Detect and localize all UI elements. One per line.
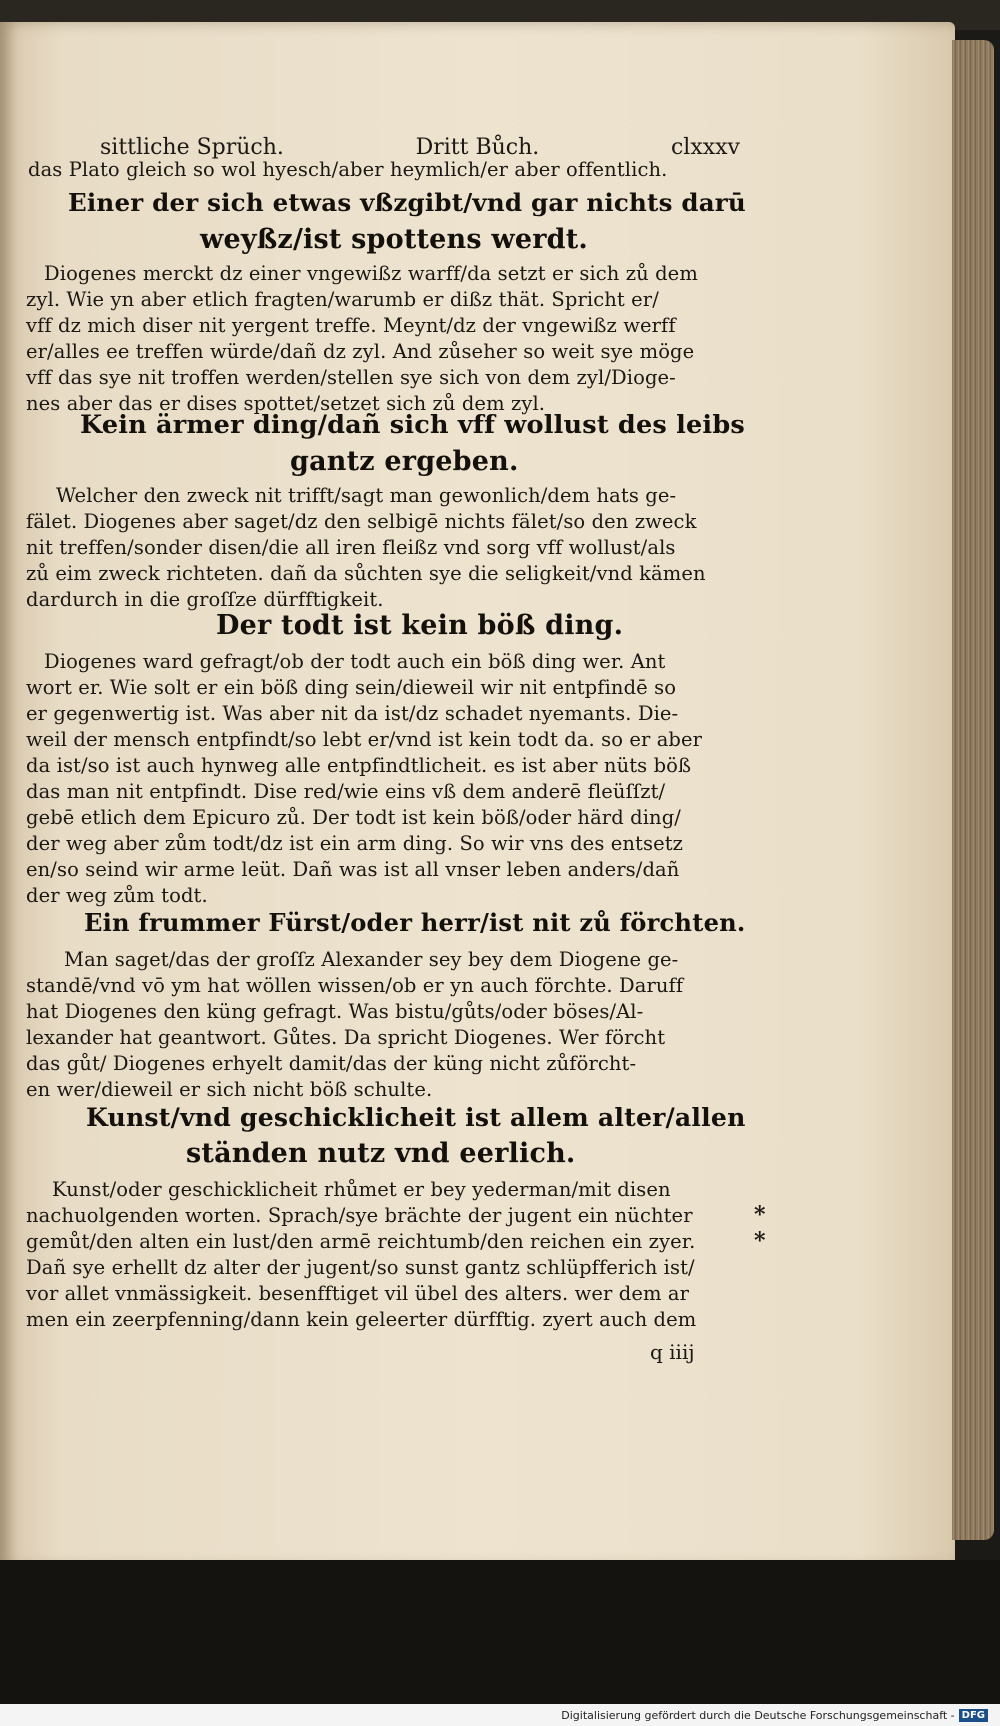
- text-line: das gůt/ Diogenes erhyelt damit/das der küng nicht zůförcht-: [26, 1052, 637, 1075]
- running-head-right: clxxxv: [670, 135, 740, 160]
- text-line: weil der mensch entpfindt/so lebt er/vnd ist kein todt da. so er aber: [26, 728, 703, 751]
- text-line: er gegenwertig ist. Was aber nit da ist/dz schadet nyemants. Die-: [26, 702, 679, 725]
- text-line: lexander hat geantwort. Gůtes. Da spricht Diogenes. Wer förcht: [26, 1026, 666, 1049]
- text-line: nachuolgenden worten. Sprach/sye brächte der jugent ein nüchter: [26, 1204, 693, 1227]
- page-edges: [952, 40, 994, 1540]
- text-line: vff das sye nit troffen werden/stellen sye sich von dem zyl/Dioge-: [26, 366, 676, 389]
- text-line: Welcher den zweck nit trifft/sagt man gewonlich/dem hats ge-: [56, 484, 677, 507]
- footer-text: Digitalisierung gefördert durch die Deutsche Forschungsgemeinschaft -: [561, 1708, 955, 1722]
- margin-asterisk: *: [754, 1228, 766, 1254]
- text-line: Dañ sye erhellt dz alter der jugent/so sunst gantz schlüpfferich ist/: [26, 1256, 695, 1279]
- section-heading: Einer der sich etwas vßzgibt/vnd gar nichts darū: [68, 188, 746, 217]
- text-line: Diogenes ward gefragt/ob der todt auch ein böß ding wer. Ant: [44, 650, 666, 673]
- text-line: der weg aber zům todt/dz ist ein arm ding. So wir vns des entsetz: [26, 832, 684, 855]
- margin-asterisk: *: [754, 1202, 766, 1228]
- text-line: das man nit entpfindt. Dise red/wie eins vß dem anderē fleüſſzt/: [26, 780, 666, 803]
- footer-bar: [0, 1704, 1000, 1726]
- section-heading: weyßz/ist spottens werdt.: [200, 224, 588, 255]
- text-line: der weg zům todt.: [26, 884, 208, 907]
- section-heading: gantz ergeben.: [290, 446, 519, 477]
- running-head-left: sittliche Sprüch.: [100, 135, 284, 160]
- section-heading: Ein frummer Fürst/oder herr/ist nit zů förchten.: [84, 908, 746, 937]
- text-line: men ein zeerpfenning/dann kein geleerter dürfftig. zyert auch dem: [26, 1308, 697, 1331]
- section-heading: ständen nutz vnd eerlich.: [186, 1138, 576, 1169]
- text-line: gemůt/den alten ein lust/den armē reichtumb/den reichen ein zyer.: [26, 1230, 696, 1253]
- text-line: standē/vnd vō ym hat wöllen wissen/ob er yn auch förchte. Daruff: [26, 974, 684, 997]
- text-line: fälet. Diogenes aber saget/dz den selbigē nichts fälet/so den zweck: [26, 510, 697, 533]
- text-line: nit treffen/sonder disen/die all iren fleißz vnd sorg vff wollust/als: [26, 536, 676, 559]
- text-line: gebē etlich dem Epicuro zů. Der todt ist kein böß/oder härd ding/: [26, 806, 681, 829]
- text-line: nes aber das er dises spottet/setzet sich zů dem zyl.: [26, 392, 546, 415]
- text-line: er/alles ee treffen würde/dañ dz zyl. And zůseher so weit sye möge: [26, 340, 695, 363]
- text-line: dardurch in die groſſze dürfftigkeit.: [26, 588, 384, 611]
- running-head-center: Dritt Bůch.: [415, 135, 540, 160]
- text-line: vor allet vnmässigkeit. besenfftiget vil übel des alters. wer dem ar: [26, 1282, 690, 1305]
- text-line: zyl. Wie yn aber etlich fragten/warumb er dißz thät. Spricht er/: [26, 288, 659, 311]
- section-heading: Der todt ist kein böß ding.: [216, 610, 624, 641]
- text-line: das Plato gleich so wol hyesch/aber heymlich/er aber offentlich.: [28, 158, 668, 181]
- running-head: [100, 135, 740, 160]
- text-line: wort er. Wie solt er ein böß ding sein/dieweil wir nit entpfindē so: [26, 676, 677, 699]
- text-line: da ist/so ist auch hynweg alle entpfindtlicheit. es ist aber nüts böß: [26, 754, 692, 777]
- background-bottom: [0, 1560, 1000, 1710]
- section-heading: Kein ärmer ding/dañ sich vff wollust des leibs: [80, 410, 745, 440]
- signature-mark: q iiij: [650, 1340, 695, 1364]
- text-line: Kunst/oder geschicklicheit rhůmet er bey yederman/mit disen: [52, 1178, 671, 1201]
- text-line: en/so seind wir arme leüt. Dañ was ist all vnser leben anders/dañ: [26, 858, 680, 881]
- dfg-logo: DFG: [959, 1709, 988, 1722]
- text-line: zů eim zweck richteten. dañ da sůchten sye die seligkeit/vnd kämen: [26, 562, 706, 585]
- text-line: Man saget/das der groſſz Alexander sey bey dem Diogene ge-: [64, 948, 679, 971]
- section-heading: Kunst/vnd geschicklicheit ist allem alter/allen: [86, 1102, 746, 1132]
- text-line: en wer/dieweil er sich nicht böß schulte.: [26, 1078, 433, 1101]
- text-line: hat Diogenes den küng gefragt. Was bistu/gůts/oder böses/Al-: [26, 1000, 644, 1023]
- text-line: Diogenes merckt dz einer vngewißz warff/da setzt er sich zů dem: [44, 262, 698, 285]
- text-line: vff dz mich diser nit yergent treffe. Meynt/dz der vngewißz werff: [26, 314, 676, 337]
